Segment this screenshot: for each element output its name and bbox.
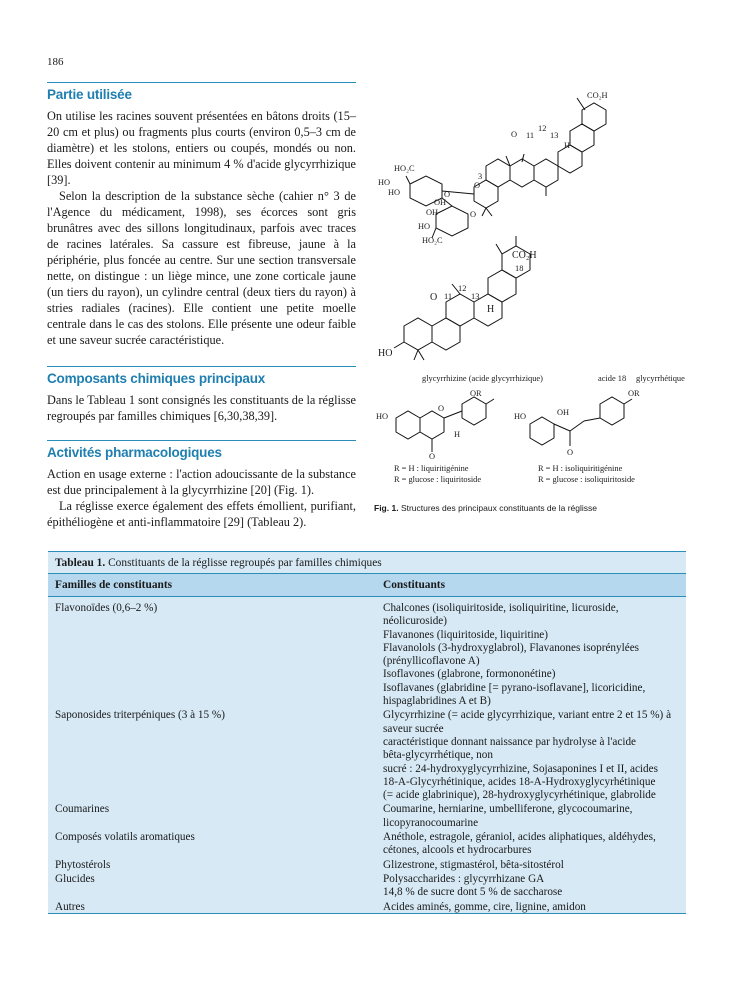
constituant-line: Glycyrrhizine (= acide glycyrrhizique, variant entre 2 et 15 %) à xyxy=(383,709,672,722)
label-h: H xyxy=(487,304,495,315)
label-h: H xyxy=(564,141,571,150)
constituant-line: Anéthole, estragole, géraniol, acides aliphatiques, aldéhydes, xyxy=(383,831,656,844)
label-glycyrrhetique: glycyrrhétique xyxy=(636,374,685,383)
paragraph: Selon la description de la substance sèche (cahier n° 3 de l'Agence du médicament, 1998), ses écorces sont gris brunâtres avec des sillons longitudinaux, parfois avec traces de racines latérales. Sa cassure est fibreuse, jaune à la périphérie, plus foncée au centre. Sur une section transversale nette, on distingue : un liège mince, une zone corticale jaune (un tiers du rayon), un cylindre central (deux tiers du rayon) à stries radiales (racines). Elle contient une petite moelle centrale dans le cas des stolons. Elle présente une odeur faible et une saveur sucrée caractéristique. xyxy=(47,189,356,347)
label-ho: HO xyxy=(378,348,393,359)
label-ho2c: HO₂C xyxy=(394,164,415,173)
page-number: 186 xyxy=(47,56,64,68)
label-o: O xyxy=(470,210,477,219)
section-title-partie: Partie utilisée xyxy=(47,87,132,102)
table-title xyxy=(48,552,686,574)
table-cell-family: Phytostérols xyxy=(55,858,111,871)
figure-caption xyxy=(374,503,597,513)
label-r-glucose-liq: R = glucose : liquiritoside xyxy=(394,475,482,484)
table-row xyxy=(48,602,686,708)
label-ho: HO xyxy=(514,412,527,421)
label-18: 18 xyxy=(515,264,524,273)
table-cell-constituants xyxy=(376,859,686,872)
label-11: 11 xyxy=(526,131,535,140)
table-cell-constituants xyxy=(376,901,686,914)
section-title-composants: Composants chimiques principaux xyxy=(47,371,266,386)
constituant-line: Flavanolols (3-hydroxyglabrol), Flavanones isoprénylées xyxy=(383,641,640,654)
glycyrrhetinic-acid-structure xyxy=(394,236,530,360)
table-row xyxy=(48,803,686,830)
constituant-line: caractéristique donnant naissance par hydrolyse à l'acide xyxy=(383,735,637,748)
table-cell-family: Flavonoïdes (0,6–2 %) xyxy=(55,602,158,614)
glycyrrhizin-structure xyxy=(406,98,606,238)
label-co2h: CO₂H xyxy=(587,91,608,100)
table-cell-constituants xyxy=(376,831,686,858)
label-r-h-iso: R = H : isoliquiritigénine xyxy=(538,464,623,473)
table-header-families: Familles de constituants xyxy=(55,579,173,591)
label-11: 11 xyxy=(444,292,453,301)
label-or: OR xyxy=(470,389,482,398)
label-ho: HO xyxy=(388,188,401,197)
label-ho: HO xyxy=(378,178,391,187)
constituant-line: sucré : 24-hydroxyglycyrrhizine, Sojasaponines I et II, acides xyxy=(383,762,658,775)
label-oh: OH xyxy=(557,408,570,417)
constituant-line: Glizestrone, stigmastérol, bêta-sitostérol xyxy=(383,858,564,871)
label-ho2c: HO₂C xyxy=(422,236,443,245)
table-row xyxy=(48,709,686,802)
constituant-line: Chalcones (isoliquiritoside, isoliquiritine, licuroside, néolicuroside) xyxy=(383,602,619,628)
table-cell-constituants xyxy=(376,803,686,830)
label-ho: HO xyxy=(376,412,389,421)
table-cell-family: Autres xyxy=(55,900,85,913)
table-row xyxy=(48,901,686,914)
constituant-line: 18-A-Glycyrhétinique, acides 18-A-Hydroxyglycyrhétinique xyxy=(383,775,656,788)
label-acide-18: acide 18 xyxy=(598,374,627,383)
table-title-text: Constituants de la réglisse regroupés par familles chimiques xyxy=(105,557,382,569)
constituant-line: (= acide glabrinique), 28-hydroxyglycyrhétinique, glabrolide xyxy=(383,789,656,802)
paragraph: Dans le Tableau 1 sont consignés les constituants de la réglisse regroupés par familles chimiques [6,30,38,39]. xyxy=(47,393,357,423)
label-r-h-liq: R = H : liquiritigénine xyxy=(394,464,469,473)
isoliquiritigenin-structure xyxy=(530,397,632,446)
label-glycyrrhizine: glycyrrhizine (acide glycyrrhizique) xyxy=(422,374,543,383)
label-12: 12 xyxy=(458,284,467,293)
label-o: O xyxy=(567,448,574,457)
constituant-line: Polysaccharides : glycyrrhizane GA xyxy=(383,872,545,885)
constituant-line: hispaglabridines A et B) xyxy=(383,695,491,708)
table-row xyxy=(48,831,686,858)
section-rule xyxy=(47,82,356,83)
constituant-line: bêta-glycyrrhétique, non xyxy=(383,749,493,762)
label-r-glucose-iso: R = glucose : isoliquiritoside xyxy=(538,475,635,484)
table-body xyxy=(48,597,686,914)
caption-label: Fig. 1. xyxy=(374,503,399,513)
label-h: H xyxy=(454,430,461,439)
table-cell-constituants xyxy=(376,709,686,802)
table-cell-constituants xyxy=(376,602,686,708)
section-rule xyxy=(47,366,356,367)
constituant-line: Coumarine, herniarine, umbelliferone, glycocoumarine, xyxy=(383,803,633,816)
constituant-line: saveur sucrée xyxy=(383,722,444,735)
label-o: O xyxy=(444,190,451,199)
label-3: 3 xyxy=(478,172,483,181)
table-cell-family: Glucides xyxy=(55,872,95,885)
paragraph: Action en usage externe : l'action adoucissante de la substance est due principalement à la glycyrrhizine [20] (Fig. 1). xyxy=(47,467,356,497)
label-co2h: CO₂H xyxy=(512,250,537,261)
paragraph: La réglisse exerce également des effets émollient, purifiant, épithéliogène et anti-inflammatoire [29] (Tableau 2). xyxy=(47,499,356,529)
table-row xyxy=(48,859,686,872)
table-title-label: Tableau 1. xyxy=(55,557,106,569)
table-cell-family: Saponosides triterpéniques (3 à 15 %) xyxy=(55,709,225,722)
section-title-activites: Activités pharmacologiques xyxy=(47,445,222,460)
constituant-line: licopyranocoumarine xyxy=(383,816,479,829)
table-cell-family: Coumarines xyxy=(55,803,110,816)
paragraph: On utilise les racines souvent présentées en bâtons droits (15–20 cm et plus) ou fragments plus courts (environ 0,5–3 cm de diamètre) et les stolons, entiers ou coupés, mondés ou non. Elles doivent contenir au minimum 4 % d'acide glycyrrhizique [39]. xyxy=(47,109,356,187)
table-cell-family: Composés volatils aromatiques xyxy=(55,831,195,844)
label-13: 13 xyxy=(471,292,480,301)
table-1 xyxy=(48,551,686,914)
table-header-row xyxy=(48,574,686,597)
caption-text: Structures des principaux constituants de la réglisse xyxy=(400,503,598,513)
constituant-line: Isoflavanes (glabridine [= pyrano-isoflavane], licoricidine, xyxy=(383,681,646,694)
liquiritigenin-structure xyxy=(396,397,494,452)
constituant-line: Acides aminés, gomme, cire, lignine, amidon xyxy=(383,900,586,913)
section-rule xyxy=(47,440,356,441)
label-ho: HO xyxy=(418,222,431,231)
table-row xyxy=(48,873,686,900)
label-o: O xyxy=(429,452,436,461)
label-12: 12 xyxy=(538,124,547,133)
label-oh: OH xyxy=(426,208,439,217)
table-header-constituants: Constituants xyxy=(383,579,446,591)
label-13: 13 xyxy=(550,131,559,140)
label-o: O xyxy=(438,404,445,413)
left-column xyxy=(47,82,356,530)
constituant-line: (prényllicoflavone A) xyxy=(383,655,480,668)
label-o: O xyxy=(511,130,518,139)
figure-chemical-structures xyxy=(374,86,690,516)
constituant-line: Flavanones (liquiritoside, liquiritine) xyxy=(383,628,548,641)
structures-drawing xyxy=(374,86,690,501)
constituant-line: Isoflavones (glabrone, formononétine) xyxy=(383,668,556,681)
label-or: OR xyxy=(628,389,640,398)
constituant-line: cétones, alcools et hydrocarbures xyxy=(383,844,532,857)
constituant-line: 14,8 % de sucre dont 5 % de saccharose xyxy=(383,886,563,899)
label-o: O xyxy=(474,181,481,190)
label-oh: OH xyxy=(434,198,447,207)
table-cell-constituants xyxy=(376,873,686,900)
label-o: O xyxy=(430,292,438,303)
